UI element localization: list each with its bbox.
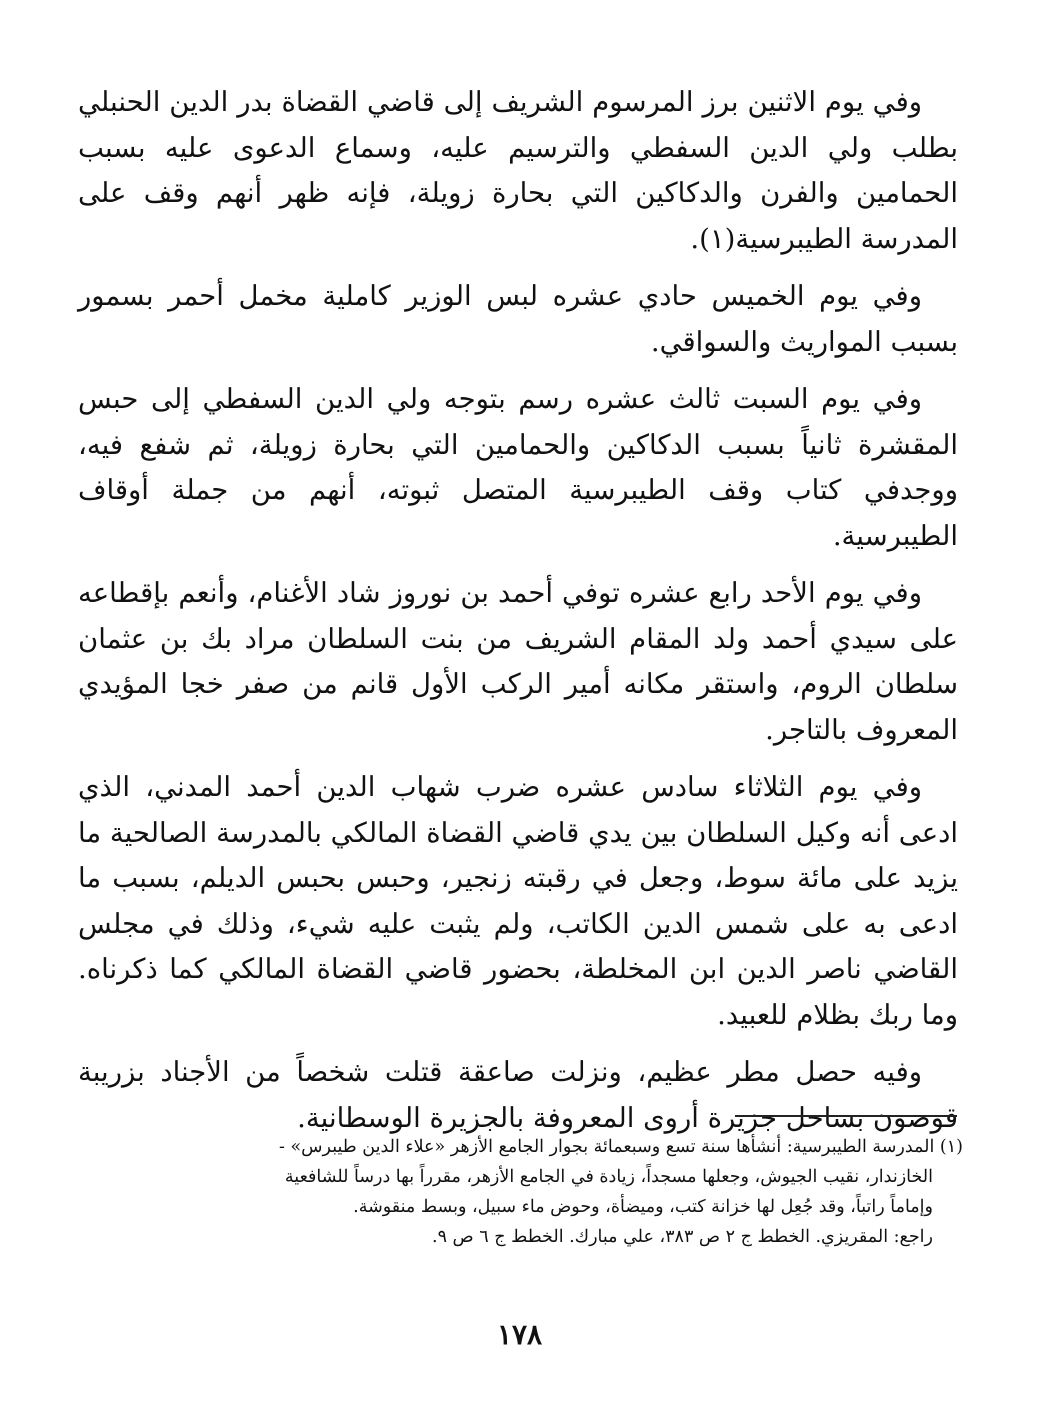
paragraph-1: وفي يوم الاثنين برز المرسوم الشريف إلى قاضي القضاة بدر الدين الحنبلي بطلب ولي الدين السفطي والترسيم عليه، وسماع الدعوى عليه بسبب الحمامين والفرن والدكاكين التي بحارة زويلة، فإنه ظهر أنهم وقف على المدرسة الطيبرسية(١). (78, 86, 958, 255)
paragraph-3: وفي يوم السبت ثالث عشره رسم بتوجه ولي الدين السفطي إلى حبس المقشرة ثانياً بسبب الدكاكين والحمامين التي بحارة زويلة، ثم شفع فيه، ووجدفي كتاب وقف الطيبرسية المتصل ثبوته، أنهم من جملة أوقاف الطيبرسية. (78, 383, 958, 552)
footnote-line-2: الخازندار، نقيب الجيوش، وجعلها مسجداً، زيادة في الجامع الأزهر، مقرراً بها درساً للشافعية (284, 1167, 933, 1187)
footnote-line-3: وإماماً راتباً، وقد جُعِل لها خزانة كتب، وميضأة، وحوض ماء سبيل، وبسط منقوشة. (353, 1197, 933, 1217)
footnote-line-1: (١) المدرسة الطيبرسية: أنشأها سنة تسع وسبعمائة بجوار الجامع الأزهر «علاء الدين طيبرس» - (279, 1137, 963, 1157)
page-number: ١٧٨ (496, 1318, 543, 1351)
paragraph-2: وفي يوم الخميس حادي عشره لبس الوزير كاملية مخمل أحمر بسمور بسبب المواريث والسواقي. (78, 280, 958, 358)
paragraph-4: وفي يوم الأحد رابع عشره توفي أحمد بن نوروز شاد الأغنام، وأنعم بإقطاعه على سيدي أحمد ولد المقام الشريف من بنت السلطان مراد بك بن عثمان سلطان الروم، واستقر مكانه أمير الركب الأول قانم من صفر خجا المؤيدي المعروف بالتاجر. (78, 577, 958, 746)
footnote-line-4: راجع: المقريزي. الخطط ج ٢ ص ٣٨٣، علي مبارك. الخطط ج ٦ ص ٩. (431, 1227, 933, 1247)
footnote-divider (735, 1115, 957, 1117)
main-text (78, 80, 958, 1153)
paragraph-6: وفيه حصل مطر عظيم، ونزلت صاعقة قتلت شخصاً من الأجناد بزريبة قوصون بساحل جزيرة أروى المعروفة بالجزيرة الوسطانية. (78, 1056, 958, 1134)
footnote (78, 1132, 963, 1252)
paragraph-5: وفي يوم الثلاثاء سادس عشره ضرب شهاب الدين أحمد المدني، الذي ادعى أنه وكيل السلطان بين يدي قاضي القضاة المالكي بالمدرسة الصالحية ما يزيد على مائة سوط، وجعل في رقبته زنجير، وحبس بحبس الديلم، بسبب ما ادعى به على شمس الدين الكاتب، ولم يثبت عليه شيء، وذلك في مجلس القاضي ناصر الدين ابن المخلطة، بحضور قاضي القضاة المالكي كما ذكرناه. وما ربك بظلام للعبيد. (78, 771, 958, 1031)
